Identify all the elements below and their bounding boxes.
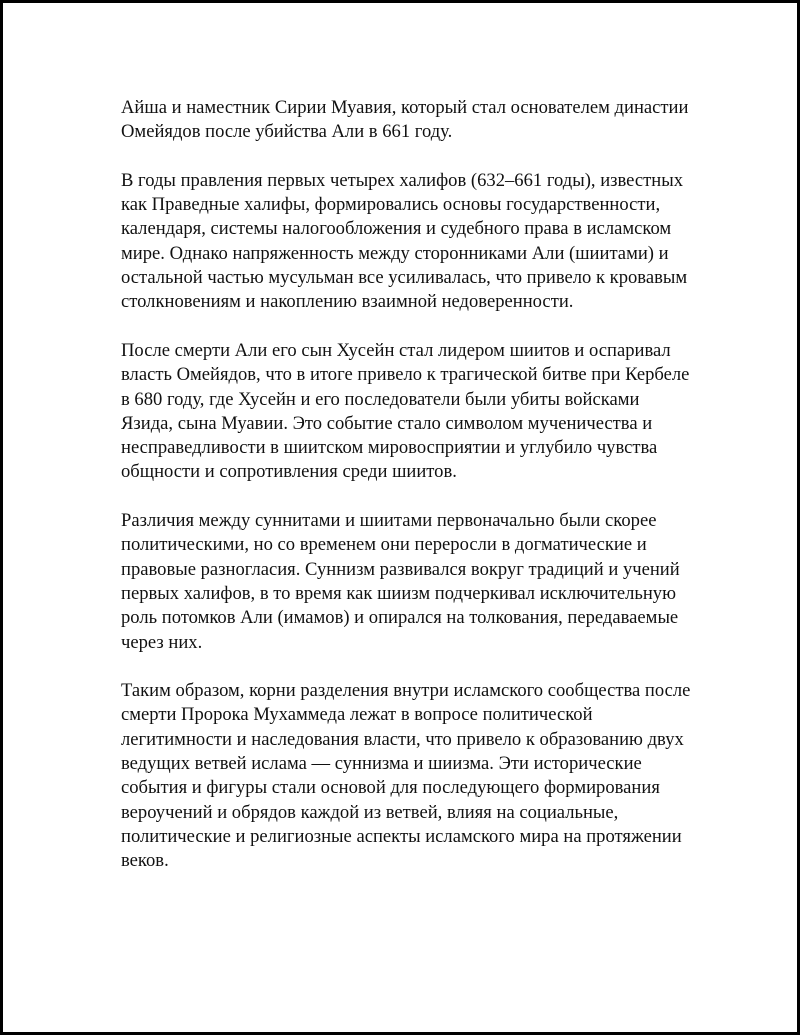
paragraph-3: После смерти Али его сын Хусейн стал лидером шиитов и оспаривал власть Омейядов, что в итоге привело к трагической битве при Кербеле в 680 году, где Хусейн и его последователи были убиты войсками Язида, сына Муавии. Это событие стало символом мученичества и несправедливости в шиитском мировосприятии и углубило чувства общности и сопротивления среди шиитов. — [121, 339, 690, 483]
paragraph-1: Айша и наместник Сирии Муавия, который стал основателем династии Омейядов после убийства Али в 661 году. — [121, 97, 689, 143]
paragraph-5: Таким образом, корни разделения внутри исламского сообщества после смерти Пророка Мухаммеда лежат в вопросе политической легитимности и наследования власти, что привело к образованию двух ведущих ветвей ислама — суннизма и шиизма. Эти исторические события и фигуры стали основой для последующего формирования вероучений и обрядов каждой из ветвей, влияя на социальные, политические и религиозные аспекты исламского мира на протяжении веков. — [121, 680, 691, 872]
paragraph-2: В годы правления первых четырех халифов (632–661 годы), известных как Праведные халифы, формировались основы государственности, календаря, системы налогообложения и судебного права в исламском мире. Однако напряженность между сторонниками Али (шиитами) и остальной частью мусульман все усиливалась, что привело к кровавым столкновениям и накоплению взаимной недоверенности. — [121, 169, 688, 313]
paragraph-4: Различия между суннитами и шиитами первоначально были скорее политическими, но со временем они переросли в догматические и правовые разногласия. Суннизм развивался вокруг традиций и учений первых халифов, в то время как шиизм подчеркивал исключительную роль потомков Али (имамов) и опирался на толкования, передаваемые через них. — [121, 510, 680, 653]
document-body — [121, 96, 711, 898]
